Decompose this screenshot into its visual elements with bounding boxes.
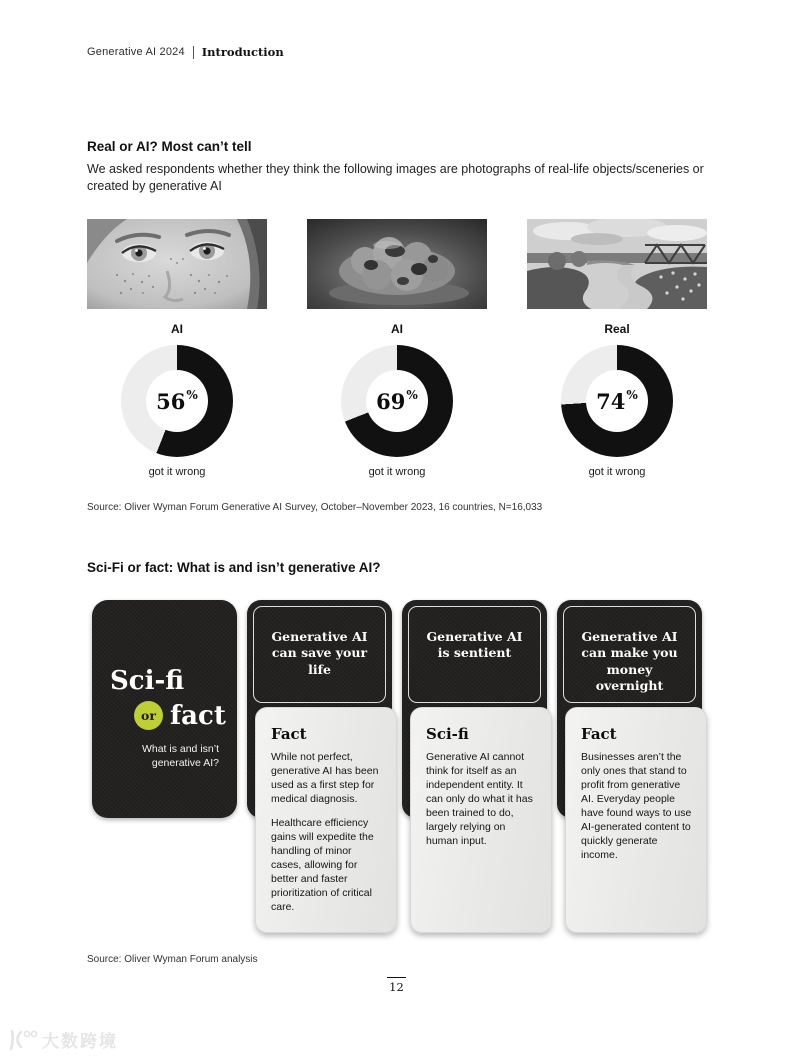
intro-card-word-fact: fact bbox=[170, 700, 226, 731]
answer-paragraph: Healthcare efficiency gains will expedite the handling of minor cases, allowing for better and faster prioritization of critical care. bbox=[271, 816, 374, 913]
qa-card bbox=[402, 600, 547, 935]
qa-card bbox=[247, 600, 392, 935]
answer-card bbox=[565, 707, 707, 933]
answer-paragraph: Businesses aren’t the only ones that stand to profit from generative AI. Everyday people have found ways to use AI-generated content to quickly generate income. bbox=[581, 751, 692, 861]
answer-card bbox=[255, 707, 397, 933]
header-divider bbox=[193, 46, 194, 59]
qa-card bbox=[557, 600, 702, 935]
section1-subtitle: We asked respondents whether they think the following images are photographs of real-life objects/sceneries or created by generative AI bbox=[87, 162, 704, 193]
donut-caption: got it wrong bbox=[368, 466, 426, 478]
section1-source: Source: Oliver Wyman Forum Generative AI Survey, October–November 2023, 16 countries, N=16,033 bbox=[87, 502, 543, 513]
answer-paragraph: While not perfect, generative AI has been used as a first step for medical diagnosis. bbox=[271, 751, 379, 805]
donut-value: 74 % bbox=[596, 388, 638, 414]
section1-title: Real or AI? Most can’t tell bbox=[87, 139, 252, 154]
verdict-label: Fact bbox=[581, 725, 617, 743]
question-text: Generative AI can make you money overnight bbox=[581, 629, 678, 693]
watermark bbox=[8, 1027, 118, 1052]
verdict-label: Sci-fi bbox=[426, 725, 469, 743]
image-answer-label: AI bbox=[391, 322, 403, 336]
donut-chart-landscape bbox=[561, 345, 673, 457]
watermark-logo bbox=[8, 1029, 38, 1051]
question-text: Generative AI can save your life bbox=[271, 629, 368, 677]
donut-chart-cookie bbox=[341, 345, 453, 457]
image-answer-label: Real bbox=[604, 322, 630, 336]
question-text: Generative AI is sentient bbox=[426, 629, 523, 661]
quiz-column-landscape bbox=[527, 219, 707, 478]
photo-cookie bbox=[307, 219, 487, 309]
scifi-fact-cards bbox=[92, 600, 702, 935]
quiz-column-cookie bbox=[307, 219, 487, 478]
intro-card-subtitle: What is and isn’t generative AI? bbox=[141, 743, 219, 770]
intro-card-word-scifi: Sci-fi bbox=[110, 666, 185, 696]
donut-value: 69 % bbox=[376, 388, 418, 414]
chapter-label: Introduction bbox=[201, 45, 284, 59]
section2-source: Source: Oliver Wyman Forum analysis bbox=[87, 954, 258, 965]
donut-caption: got it wrong bbox=[148, 466, 206, 478]
quiz-column-face bbox=[87, 219, 267, 478]
donut-caption: got it wrong bbox=[588, 466, 646, 478]
donut-chart-face bbox=[121, 345, 233, 457]
verdict-label: Fact bbox=[271, 725, 307, 743]
answer-paragraph: Generative AI cannot think for itself as an independent entity. It can only do what it has been trained to do, largely relying on human input. bbox=[426, 751, 533, 847]
photo-woman-face bbox=[87, 219, 267, 309]
or-badge: or bbox=[134, 701, 163, 730]
photo-bridge-landscape bbox=[527, 219, 707, 309]
image-answer-label: AI bbox=[171, 322, 183, 336]
image-quiz-row bbox=[87, 219, 707, 478]
document-title: Generative AI 2024 bbox=[87, 46, 185, 58]
watermark-text: 大数跨境 bbox=[42, 1032, 118, 1051]
section2-title: Sci-Fi or fact: What is and isn’t generative AI? bbox=[87, 560, 381, 575]
donut-value: 56 % bbox=[156, 388, 198, 414]
page-header bbox=[87, 45, 284, 59]
page-number: 12 bbox=[0, 977, 793, 996]
intro-card bbox=[92, 600, 237, 818]
answer-card bbox=[410, 707, 552, 933]
